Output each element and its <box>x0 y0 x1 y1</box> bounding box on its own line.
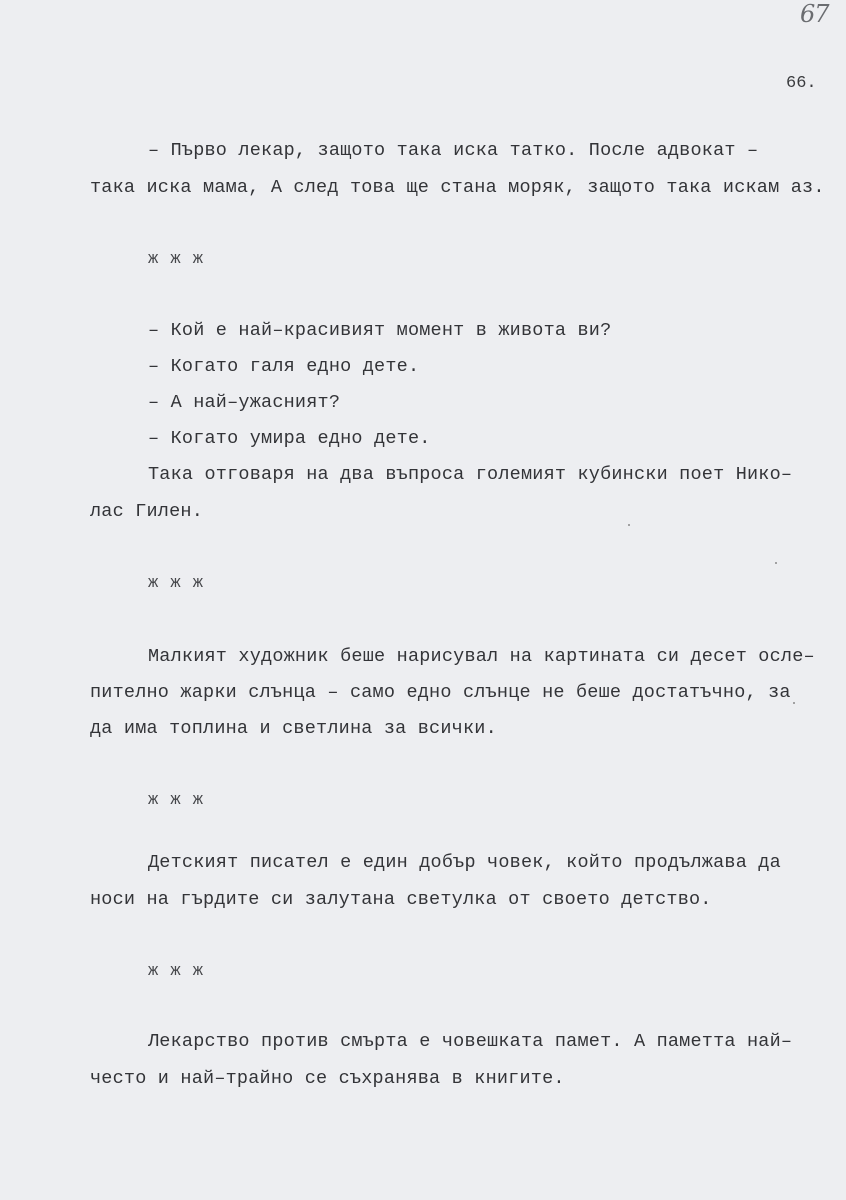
paragraph-line: Детският писател е един добър човек, който продължава да <box>148 852 781 873</box>
dialogue-line: – Когато умира едно дете. <box>148 428 431 449</box>
paragraph-line: да има топлина и светлина за всички. <box>90 718 497 739</box>
paragraph-line: пително жарки слънца – само едно слънце не беше достатъчно, за <box>90 682 791 703</box>
paragraph-line: Така отговаря на два въпроса големият кубински поет Нико– <box>148 464 793 485</box>
paragraph-line: Лекарство против смърта е човешката памет. А паметта най– <box>148 1031 793 1052</box>
paper-speck <box>793 702 795 704</box>
section-separator: ж ж ж <box>148 250 205 269</box>
paragraph-line: често и най–трайно се съхранява в книгите. <box>90 1068 565 1089</box>
paper-speck <box>628 524 630 526</box>
paragraph-line: носи на гърдите си залутана светулка от своето детство. <box>90 889 712 910</box>
section-separator: ж ж ж <box>148 574 205 593</box>
dialogue-line: – А най–ужасният? <box>148 392 341 413</box>
paragraph-line: – Първо лекар, защото така иска татко. После адвокат – <box>148 140 759 161</box>
handwritten-page-number: 67 <box>800 0 829 28</box>
paragraph-line: Малкият художник беше нарисувал на картината си десет осле– <box>148 646 815 667</box>
dialogue-line: – Кой е най–красивият момент в живота ви? <box>148 320 612 341</box>
paper-speck <box>775 562 777 564</box>
section-separator: ж ж ж <box>148 962 205 981</box>
paragraph-line: така иска мама, А след това ще стана моряк, защото така искам аз. <box>90 177 825 198</box>
paragraph-line: лас Гилен. <box>90 501 204 522</box>
dialogue-line: – Когато галя едно дете. <box>148 356 420 377</box>
section-separator: ж ж ж <box>148 791 205 810</box>
typed-page-number: 66. <box>786 74 817 93</box>
